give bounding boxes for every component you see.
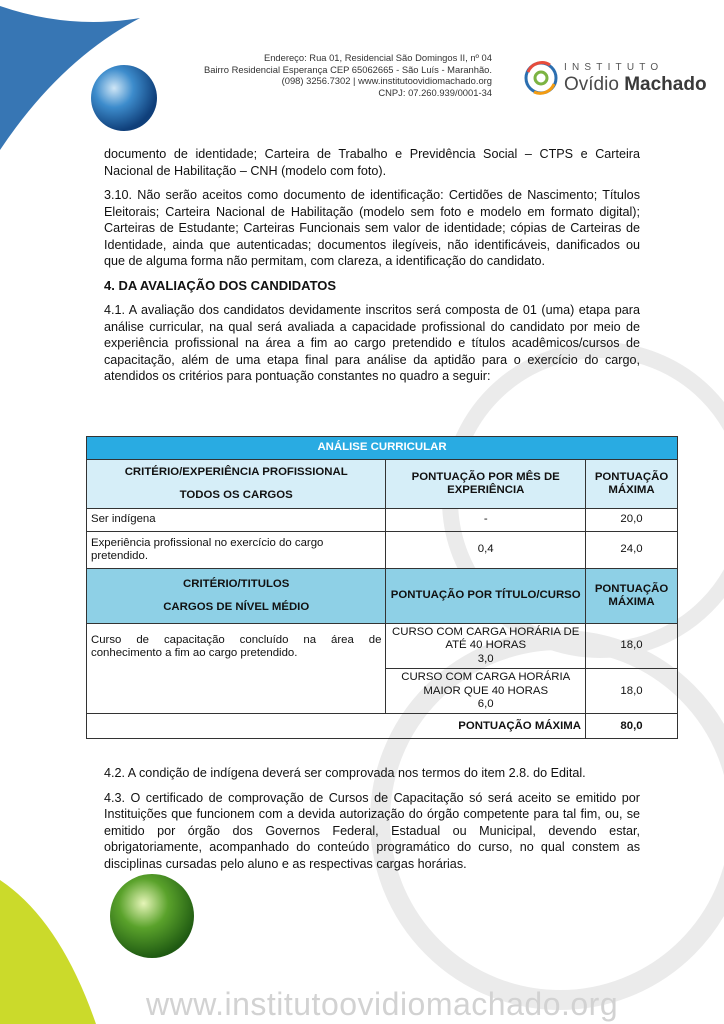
table-total-row bbox=[87, 714, 678, 739]
paragraph-intro: documento de identidade; Carteira de Trabalho e Previdência Social – CTPS e Carteira Nacional de Habilitação – CNH (modelo com foto). bbox=[104, 147, 640, 178]
bottom-green-swoosh bbox=[0, 880, 96, 1024]
table-row bbox=[87, 624, 678, 669]
row-max: 20,0 bbox=[586, 509, 678, 532]
row-max: 24,0 bbox=[586, 532, 678, 569]
header-points-per-month: PONTUAÇÃO POR MÊS DE EXPERIÊNCIA bbox=[386, 460, 586, 509]
header-criterion bbox=[87, 460, 386, 509]
institute-logo bbox=[520, 58, 707, 98]
row-points: 0,4 bbox=[386, 532, 586, 569]
course-a-cell bbox=[386, 624, 586, 669]
course-b-cell bbox=[386, 669, 586, 714]
course-b-label: CURSO COM CARGA HORÁRIA MAIOR QUE 40 HORAS bbox=[401, 671, 571, 697]
logo-name-light: Ovídio bbox=[564, 74, 619, 95]
course-a-points: 3,0 bbox=[477, 652, 494, 665]
header-address bbox=[204, 52, 492, 98]
cnpj-line: CNPJ: 07.260.939/0001-34 bbox=[378, 86, 492, 98]
logo-mark-icon bbox=[520, 58, 562, 98]
document-body bbox=[104, 146, 640, 393]
paragraph-4-2: 4.2. A condição de indígena deverá ser comprovada nos termos do item 2.8. do Edital. bbox=[104, 766, 586, 780]
header-max-points: PONTUAÇÃO MÁXIMA bbox=[586, 460, 678, 509]
course-criterion: Curso de capacitação concluído na área de conhecimento a fim ao cargo pretendido. bbox=[87, 624, 386, 714]
paragraph-4-3: 4.3. O certificado de comprovação de Cursos de Capacitação só será aceito se emitido por Instituições que funcionem com a devida autorização do órgão competente para tal fim, ou, se emitido por órgão dos Governos Federal, Estadual ou Municipal, devendo estar, obrigatoriamente, acompanhado do conteúdo programático do curso, no qual constem as disciplinas cursadas pelo aluno e as respectivas cargas horárias. bbox=[104, 790, 640, 871]
section-4-title: 4. DA AVALIAÇÃO DOS CANDIDATOS bbox=[104, 277, 337, 293]
header-titles-criterion bbox=[87, 569, 386, 624]
header-criterion-line1: CRITÉRIO/EXPERIÊNCIA PROFISSIONAL bbox=[124, 465, 348, 478]
address-line: Bairro Residencial Esperança CEP 65062665 - São Luís - Maranhão. bbox=[203, 63, 492, 75]
table-header-row bbox=[87, 569, 678, 624]
paragraph-3-10: 3.10. Não serão aceitos como documento de identificação: Certidões de Nascimento; Títulos Eleitorais; Carteira Nacional de Habilitação (modelo sem foto e modelo em formato digital); Carteiras de Estudante; Carteiras Funcionais sem valor de identidade; cópias de Carteiras de Identidade, ainda que autenticadas; documentos ilegíveis, não identificáveis, danificados ou que de alguma forma não permitam, com clareza, a identificação do candidato. bbox=[104, 188, 640, 268]
table-title-row bbox=[87, 437, 678, 460]
row-criterion: Experiência profissional no exercício do cargo pretendido. bbox=[87, 532, 386, 569]
course-a-label: CURSO COM CARGA HORÁRIA DE ATÉ 40 HORAS bbox=[392, 626, 580, 652]
total-label: PONTUAÇÃO MÁXIMA bbox=[87, 714, 586, 739]
header-titles-line1: CRITÉRIO/TITULOS bbox=[183, 577, 290, 590]
total-value: 80,0 bbox=[586, 714, 678, 739]
course-b-points: 6,0 bbox=[477, 698, 494, 711]
row-criterion: Ser indígena bbox=[87, 509, 386, 532]
table-row bbox=[87, 509, 678, 532]
table-row bbox=[87, 532, 678, 569]
row-points: - bbox=[386, 509, 586, 532]
table-header-row bbox=[87, 460, 678, 509]
green-sphere bbox=[110, 874, 194, 958]
contact-line: (098) 3256.7302 | www.institutoovidiomachado.org bbox=[281, 75, 492, 87]
header-max-points: PONTUAÇÃO MÁXIMA bbox=[586, 569, 678, 624]
logo-name-bold: Machado bbox=[624, 74, 707, 95]
logo-name bbox=[564, 74, 707, 96]
logo-top-text: INSTITUTO bbox=[564, 62, 664, 73]
blue-sphere bbox=[91, 65, 157, 131]
header-titles-line2: CARGOS DE NÍVEL MÉDIO bbox=[163, 601, 310, 613]
curricular-analysis-table bbox=[86, 436, 678, 739]
course-b-max: 18,0 bbox=[586, 669, 678, 714]
paragraph-4-1: 4.1. A avaliação dos candidatos devidamente inscritos será composta de 01 (uma) etapa para análise curricular, na qual será avaliada a capacidade profissional do candidato por meio de experiência profissional na área a fim ao cargo pretendido e títulos acadêmicos/cursos de capacitação, além de uma etapa final para análise da aptidão para o exercício do cargo, atendidos os critérios para pontuação constantes no quadro a seguir: bbox=[104, 303, 640, 383]
document-body-continued bbox=[104, 765, 640, 880]
header-criterion-line2: TODOS OS CARGOS bbox=[179, 489, 293, 501]
course-a-max: 18,0 bbox=[586, 624, 678, 669]
address-line: Endereço: Rua 01, Residencial São Domingos II, nº 04 bbox=[263, 52, 492, 63]
footer-website: www.institutoovidiomachado.org bbox=[146, 986, 619, 1022]
header-points-per-title: PONTUAÇÃO POR TÍTULO/CURSO bbox=[386, 569, 586, 624]
table-title: ANÁLISE CURRICULAR bbox=[87, 437, 678, 460]
